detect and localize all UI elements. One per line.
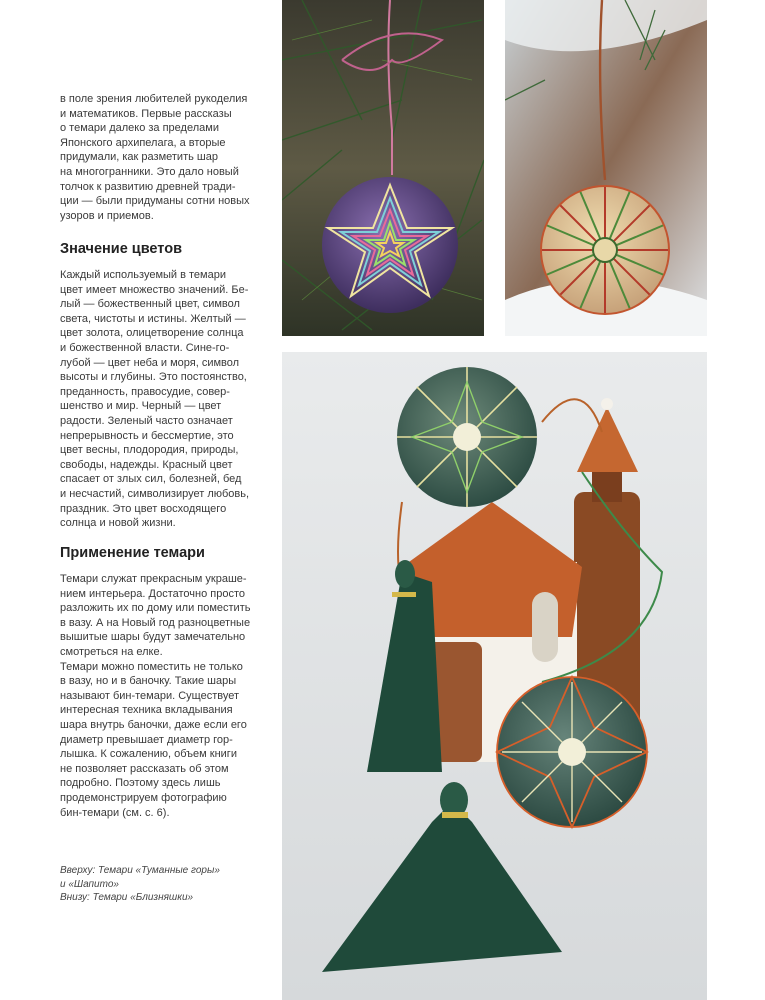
temari-photo-chapiteau [505, 0, 707, 336]
usage-paragraph: Темари служат прекрасным украше- нием интерьера. Достаточно просто разложить их по дому или поместить в вазу. А на Новый год разноцветные вышитые шары будут замечательно смотреться на елке. Темари можно поместить не только в вазу, но и в баночку. Такие шары называют бин-темари. Существует интересная техника вкладывания шара внутрь баночки, даже если его диаметр превышает диаметр гор- лышка. К сожалению, объем книги не позволяет рассказать об этом подробно. Поэтому здесь лишь продемонстрируем фотографию бин-темари (см. с. 6). [60, 573, 251, 819]
temari-photo-twins [282, 352, 707, 1000]
colors-paragraph: Каждый используемый в темари цвет имеет множество значений. Бе- лый — божественный цвет, символ света, чистоты и истины. Желтый — цвет золота, олицетворение солнца и божественной власти. Сине-го- лубой — цвет неба и моря, символ высоты и глубины. Это постоянство, преданность, правосудие, совер- шенство и мир. Черный — цвет радости. Зеленый часто означает непрерывность и бессмертие, это цвет весны, плодородия, природы, свободы, надежды. Красный цвет спасает от злых сил, болезней, бед и несчастий, символизирует любовь, праздник. Это цвет восходящего солнца и новой жизни. [60, 269, 250, 530]
heading-temari-usage: Применение темари [60, 545, 205, 561]
temari-photo-foggy-mountains [282, 0, 484, 336]
photo-caption: Вверху: Темари «Туманные горы» и «Шапито» Внизу: Темари «Близняшки» [60, 865, 220, 903]
intro-paragraph: в поле зрения любителей рукоделия и математиков. Первые рассказы о темари далеко за пределами Японского архипелага, а вторые придумали, как разметить шар на многогранники. Это дало новый толчок к развитию древней тради- ции — были придуманы сотни новых узоров и приемов. [60, 93, 250, 222]
heading-colors-meaning: Значение цветов [60, 241, 182, 257]
